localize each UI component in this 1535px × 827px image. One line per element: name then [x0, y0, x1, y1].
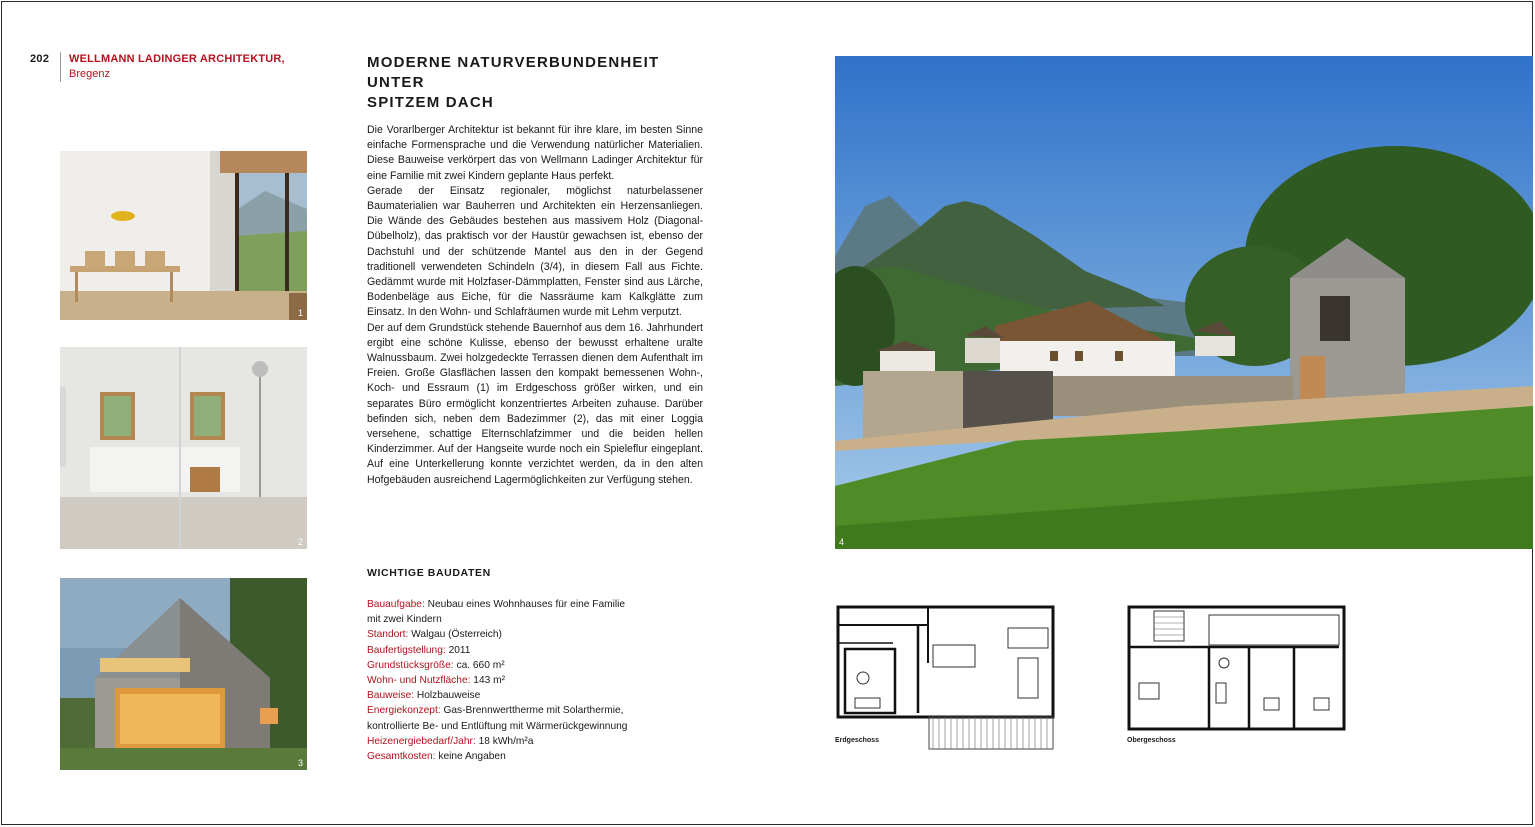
floor-plan-upper — [1124, 603, 1349, 733]
fact-row: Wohn- und Nutzfläche: 143 m² — [367, 675, 505, 687]
fact-row: Grundstücksgröße: ca. 660 m² — [367, 659, 505, 671]
plan-label-ground: Erdgeschoss — [835, 737, 879, 744]
photo-bathroom — [60, 347, 307, 549]
paragraph: Die Vorarlberger Architektur ist bekannt für ihre klare, im besten Sinne einfache Formensprache und die Verwendung natürlicher Materialien. Diese Bauweise verkörpert das von Wellmann Ladinger Architektur für eine Familie mit zwei Kindern geplante Haus perfekt. — [367, 124, 703, 182]
header-divider — [60, 52, 61, 82]
photo-number: 4 — [839, 537, 845, 547]
photo-number: 2 — [297, 537, 303, 547]
fact-row: Heizenergiebedarf/Jahr: 18 kWh/m²a — [367, 735, 534, 747]
fact-row: Standort: Walgau (Österreich) — [367, 629, 502, 641]
photo-number: 1 — [297, 308, 303, 318]
fact-row: Bauweise: Holzbauweise — [367, 690, 481, 702]
facts-title: WICHTIGE BAUDATEN — [367, 567, 491, 579]
page-number: 202 — [30, 53, 50, 65]
paragraph: Gerade der Einsatz regionaler, möglichst naturbelassener Baumaterialien war Bauherren und Architekten ein Herzensanliegen. Die Wände des Gebäudes bestehen aus massivem Holz (Diagonal-Dübelholz), das praktisch vor der Haustür gewachsen ist, ebenso der Dachstuhl und der schützende Mantel aus den in der Gegend traditionell verwendeten Schindeln (3/4), in diesem Fall aus Fichte. Gedämmt wurde mit Holzfaser-Dämmplatten, Fenster sind aus Lärche, Bodenbeläge aus Eiche, für die Nassräume kam Kalkglätte zum Einsatz. In den Wohn- und Schlafräumen wurde mit Lehm verputzt. — [367, 184, 703, 319]
firm-name: WELLMANN LADINGER ARCHITEKTUR, — [69, 53, 285, 65]
photo-dining-room — [60, 151, 307, 320]
plan-label-upper: Obergeschoss — [1127, 737, 1176, 744]
paragraph: Der auf dem Grundstück stehende Bauernhof aus dem 16. Jahrhundert ergibt eine schöne Kulisse, ebenso der bewusst erhaltene uralte Walnussbaum. Zwei holzgedeckte Terrassen dienen dem Aufenthalt im Freien. Große Glasflächen lassen den kompakt bemessenen Wohn-, Koch- und Essraum (1) im Erdgeschoss größer wirken, und ein separates Büro ermöglicht konzentriertes Arbeiten zuhause. Darüber befinden sich, neben dem Badezimmer (2), das mit einer Loggia versehene, schattige Elternschlafzimmer und die beiden hellen Kinderzimmer. Auf der Hangseite wurde noch ein Spieleflur eingeplant. Auf eine Unterkellerung konnte verzichtet werden, da in den alten Hofgebäuden ausreichend Lagermöglichkeiten zur Verfügung stehen. — [367, 321, 703, 486]
fact-row: kontrollierte Be- und Entlüftung mit Wärmerückgewinnung — [367, 720, 628, 732]
photo-house-landscape — [835, 56, 1533, 549]
fact-row: Bauaufgabe: Neubau eines Wohnhauses für eine Familie — [367, 599, 626, 610]
firm-city: Bregenz — [69, 68, 110, 80]
photo-exterior-evening — [60, 578, 307, 770]
article-body — [367, 123, 703, 488]
headline-line-1: MODERNE NATURVERBUNDENHEIT UNTER — [367, 54, 660, 91]
photo-number: 3 — [297, 758, 303, 768]
fact-row: Baufertigstellung: 2011 — [367, 644, 471, 656]
fact-row: Energiekonzept: Gas-Brennwerttherme mit Solarthermie, — [367, 705, 624, 717]
headline-line-2: SPITZEM DACH — [367, 94, 494, 111]
facts-list — [367, 597, 667, 764]
article-headline — [367, 53, 707, 113]
fact-row: mit zwei Kindern — [367, 614, 442, 626]
fact-row: Gesamtkosten: keine Angaben — [367, 751, 506, 763]
floor-plan-ground — [833, 603, 1058, 751]
